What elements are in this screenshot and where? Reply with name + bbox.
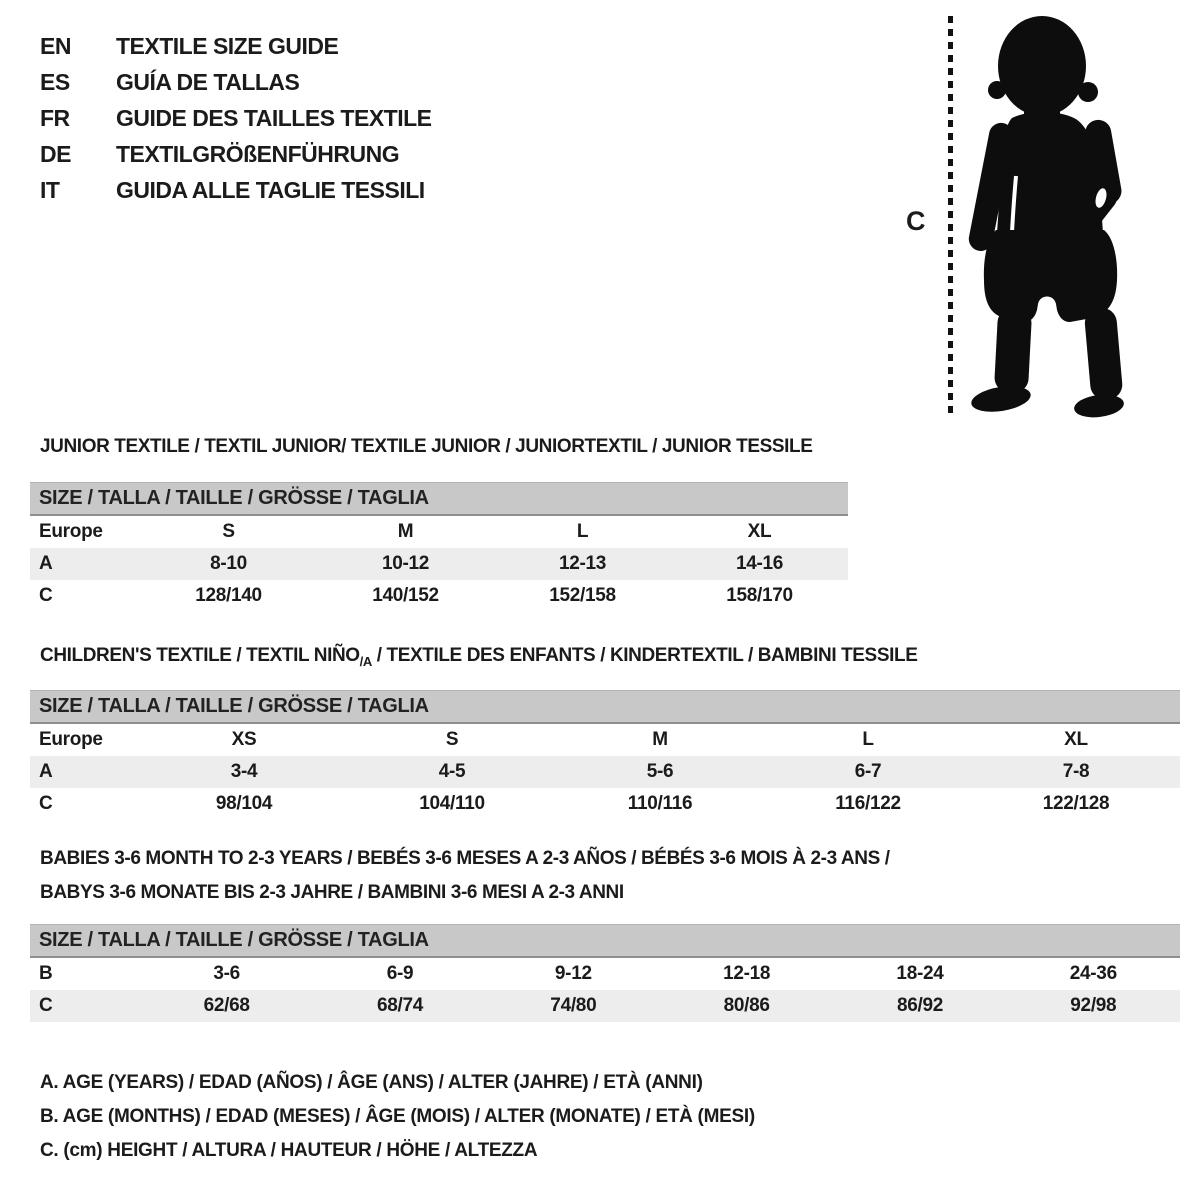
table-cell: 6-9 xyxy=(386,963,414,984)
row-label: C xyxy=(39,793,53,814)
guide-title-it: GUIDA ALLE TAGLIE TESSILI xyxy=(116,176,425,203)
measurement-legend xyxy=(40,1066,755,1168)
table-cell: XS xyxy=(231,729,257,750)
language-code: FR xyxy=(40,104,70,131)
guide-title-es: GUÍA DE TALLAS xyxy=(116,68,300,95)
height-measure-label: C xyxy=(906,206,926,236)
table-cell: 6-7 xyxy=(854,761,882,782)
table-cell: 10-12 xyxy=(381,553,430,574)
table-cell: S xyxy=(222,521,235,542)
language-code: EN xyxy=(40,32,71,59)
row-label: A xyxy=(39,553,53,574)
table-cell: 122/128 xyxy=(1042,793,1110,814)
table-row-age-months xyxy=(30,958,1180,990)
row-label: Europe xyxy=(39,521,103,542)
language-code: DE xyxy=(40,140,71,167)
table-cell: 3-6 xyxy=(213,963,240,984)
row-label: Europe xyxy=(39,729,103,750)
table-cell: S xyxy=(445,729,459,750)
row-label: C xyxy=(39,995,53,1016)
row-label: C xyxy=(39,585,53,606)
table-cell: 140/152 xyxy=(372,585,439,606)
children-title-text: / TEXTILE DES ENFANTS / KINDERTEXTIL / BAMBINI TESSILE xyxy=(371,645,918,666)
junior-size-table xyxy=(30,482,848,612)
table-cell: 9-12 xyxy=(554,963,592,984)
table-cell: 128/140 xyxy=(195,585,262,606)
row-label: B xyxy=(39,963,53,984)
language-row-de xyxy=(40,136,432,172)
table-cell: 3-4 xyxy=(230,761,258,782)
table-cell: 24-36 xyxy=(1069,963,1117,984)
table-cell: M xyxy=(397,521,414,542)
junior-section-title: JUNIOR TEXTILE / TEXTIL JUNIOR/ TEXTILE JUNIOR / JUNIORTEXTIL / JUNIOR TESSILE xyxy=(40,436,813,457)
toddler-silhouette xyxy=(968,8,1138,423)
babies-size-table xyxy=(30,924,1180,1022)
size-header-band: SIZE / TALLA / TAILLE / GRÖSSE / TAGLIA xyxy=(30,924,1180,958)
legend-line-b: B. AGE (MONTHS) / EDAD (MESES) / ÂGE (MOIS) / ALTER (MONATE) / ETÀ (MESI) xyxy=(40,1106,755,1127)
size-header-band: SIZE / TALLA / TAILLE / GRÖSSE / TAGLIA xyxy=(30,690,1180,724)
language-code: IT xyxy=(40,176,60,203)
table-row-height-cm xyxy=(30,990,1180,1022)
table-row-height-cm xyxy=(30,788,1180,820)
table-cell: L xyxy=(576,521,589,542)
table-row-europe xyxy=(30,516,848,548)
table-row-age-years xyxy=(30,548,848,580)
babies-section-title-line1: BABIES 3-6 MONTH TO 2-3 YEARS / BEBÉS 3-6 MESES A 2-3 AÑOS / BÉBÉS 3-6 MOIS À 2-3 ANS / xyxy=(40,848,890,869)
table-cell: 18-24 xyxy=(896,963,944,984)
table-cell: 12-18 xyxy=(723,963,771,984)
table-cell: 8-10 xyxy=(210,553,247,574)
table-cell: 7-8 xyxy=(1062,761,1090,782)
table-cell: 62/68 xyxy=(203,995,250,1016)
table-cell: 80/86 xyxy=(723,995,770,1016)
table-cell: 116/122 xyxy=(835,793,901,814)
legend-line-c: C. (cm) HEIGHT / ALTURA / HAUTEUR / HÖHE / ALTEZZA xyxy=(40,1140,538,1161)
table-cell: 68/74 xyxy=(376,995,424,1016)
language-row-it xyxy=(40,172,432,208)
table-cell: XL xyxy=(747,521,772,542)
guide-title-en: TEXTILE SIZE GUIDE xyxy=(116,32,339,59)
table-cell: 86/92 xyxy=(896,995,943,1016)
table-cell: XL xyxy=(1064,729,1088,750)
table-cell: 14-16 xyxy=(735,553,784,574)
table-cell: M xyxy=(652,729,668,750)
language-row-fr xyxy=(40,100,432,136)
table-cell: 4-5 xyxy=(438,761,466,782)
guide-title-de: TEXTILGRÖßENFÜHRUNG xyxy=(116,140,400,167)
table-row-age-years xyxy=(30,756,1180,788)
table-cell: 92/98 xyxy=(1070,995,1117,1016)
table-row-europe xyxy=(30,724,1180,756)
children-title-text: CHILDREN'S TEXTILE / TEXTIL NIÑO xyxy=(40,645,360,666)
table-row-height-cm xyxy=(30,580,848,612)
table-cell: 74/80 xyxy=(550,995,597,1016)
table-cell: 12-13 xyxy=(558,553,607,574)
babies-section-title-line2: BABYS 3-6 MONATE BIS 2-3 JAHRE / BAMBINI 3-6 MESI A 2-3 ANNI xyxy=(40,882,624,903)
language-row-es xyxy=(40,64,432,100)
table-cell: 104/110 xyxy=(419,793,485,814)
children-size-table xyxy=(30,690,1180,820)
table-cell: 5-6 xyxy=(646,761,674,782)
guide-title-fr: GUIDE DES TAILLES TEXTILE xyxy=(116,104,432,131)
legend-line-a: A. AGE (YEARS) / EDAD (AÑOS) / ÂGE (ANS) / ALTER (JAHRE) / ETÀ (ANNI) xyxy=(40,1072,703,1093)
row-label: A xyxy=(39,761,53,782)
language-code: ES xyxy=(40,68,70,95)
size-header-band: SIZE / TALLA / TAILLE / GRÖSSE / TAGLIA xyxy=(30,482,848,516)
children-section-title xyxy=(40,645,917,669)
language-title-list xyxy=(40,28,432,208)
table-cell: L xyxy=(862,729,874,750)
table-cell: 110/116 xyxy=(627,793,693,814)
language-row-en xyxy=(40,28,432,64)
table-cell: 152/158 xyxy=(549,585,616,606)
table-cell: 158/170 xyxy=(726,585,793,606)
children-title-subscript: /A xyxy=(359,654,372,669)
height-measure-dashed-line xyxy=(948,16,953,416)
table-cell: 98/104 xyxy=(215,793,273,814)
